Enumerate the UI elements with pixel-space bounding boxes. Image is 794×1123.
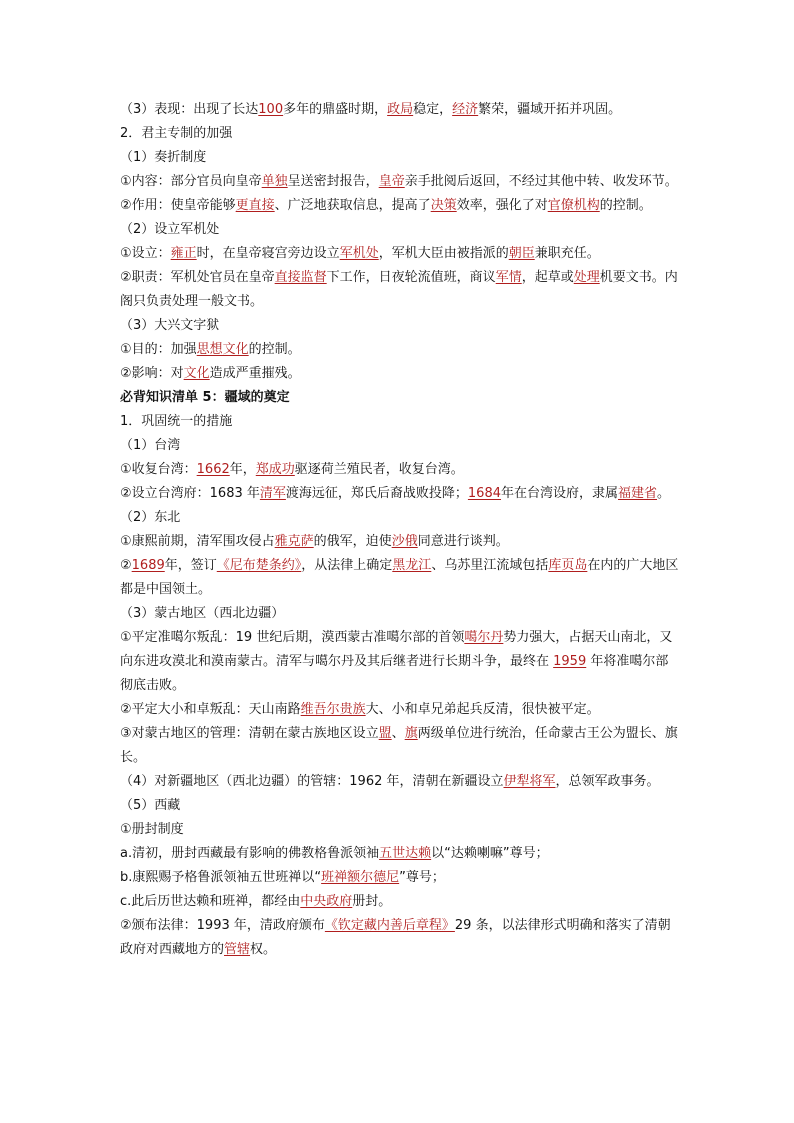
answer-text: 五世达赖 xyxy=(379,846,432,861)
text-run: ，总领军政事务。 xyxy=(555,774,660,789)
answer-text: 管辖 xyxy=(224,942,251,957)
text-run: 驱逐荷兰殖民者，收复台湾。 xyxy=(294,462,464,477)
text-line xyxy=(120,434,680,458)
text-run: 机要文书。内阁只负责处理一般文书。 xyxy=(120,270,678,309)
text-run: 亲手批阅后返回，不经过其他中转、收发环节。 xyxy=(404,174,678,189)
text-run: 时，在皇帝寝宫旁边设立 xyxy=(196,246,340,261)
text-run: ③对蒙古地区的管理：清朝在蒙古族地区设立 xyxy=(120,726,379,741)
text-run: 。 xyxy=(657,486,671,501)
text-run: ②设立台湾府：1683 年 xyxy=(120,486,260,501)
text-run: b.康熙赐予格鲁派领袖五世班禅以“ xyxy=(120,870,322,885)
answer-text: 库页岛 xyxy=(548,558,588,573)
text-run: ②平定大小和卓叛乱：天山南路 xyxy=(120,702,301,717)
answer-text: 旗 xyxy=(404,726,418,741)
text-run: 繁荣，疆域开拓并巩固。 xyxy=(478,102,622,117)
answer-text: 《钦定藏内善后章程》 xyxy=(324,918,455,933)
answer-text: 政局 xyxy=(387,102,414,117)
answer-text: 军机处 xyxy=(339,246,379,261)
text-run: 2．君主专制的加强 xyxy=(120,126,233,141)
text-line xyxy=(120,194,680,218)
text-run: 多年的鼎盛时期， xyxy=(283,102,388,117)
text-line xyxy=(120,482,680,506)
text-run: 1．巩固统一的措施 xyxy=(120,414,233,429)
text-line xyxy=(120,842,680,866)
answer-text: 皇帝 xyxy=(378,174,405,189)
text-run: （3）大兴文字狱 xyxy=(120,318,220,333)
text-run: （3）蒙古地区（西北边疆） xyxy=(120,606,285,621)
text-line xyxy=(120,890,680,914)
text-run: ①内容：部分官员向皇帝 xyxy=(120,174,262,189)
text-run: ，起草或 xyxy=(521,270,574,285)
answer-text: 1959 xyxy=(553,654,587,669)
answer-text: 军情 xyxy=(495,270,522,285)
text-run: 渡海远征，郑氏后裔战败投降； xyxy=(285,486,468,501)
text-line xyxy=(120,866,680,890)
text-run: 下工作，日夜轮流值班，商议 xyxy=(326,270,496,285)
text-run: 效率，强化了对 xyxy=(456,198,548,213)
answer-text: 盟 xyxy=(378,726,392,741)
text-line xyxy=(120,818,680,842)
answer-text: 经济 xyxy=(452,102,479,117)
answer-text: 决策 xyxy=(430,198,457,213)
text-line xyxy=(120,266,680,314)
text-line xyxy=(120,410,680,434)
text-run: c.此后历世达赖和班禅，都经由 xyxy=(120,894,301,909)
answer-text: 更直接 xyxy=(235,198,275,213)
text-line xyxy=(120,554,680,602)
text-run: （5）西藏 xyxy=(120,798,181,813)
text-run: 的俄军，迫使 xyxy=(313,534,392,549)
text-line xyxy=(120,98,680,122)
text-line xyxy=(120,170,680,194)
text-run: 、广泛地获取信息，提高了 xyxy=(274,198,431,213)
text-run: ①设立： xyxy=(120,246,171,261)
text-run: 权。 xyxy=(250,942,277,957)
text-line xyxy=(120,122,680,146)
text-run: 大、小和卓兄弟起兵反清，很快被平定。 xyxy=(365,702,600,717)
text-run: 、乌苏里江流域包括 xyxy=(431,558,549,573)
answer-text: 噶尔丹 xyxy=(464,630,504,645)
answer-text: 伊犁将军 xyxy=(503,774,556,789)
answer-text: 中央政府 xyxy=(300,894,353,909)
text-run: 兼职充任。 xyxy=(534,246,600,261)
text-run: 年，签订 xyxy=(164,558,217,573)
text-run: 两级单位进行统治，任命蒙古王公为盟长、旗长。 xyxy=(120,726,678,765)
text-line xyxy=(120,698,680,722)
answer-text: 直接监督 xyxy=(274,270,327,285)
text-line xyxy=(120,362,680,386)
text-run: ①册封制度 xyxy=(120,822,184,837)
text-run: 年， xyxy=(229,462,256,477)
text-run: 的控制。 xyxy=(599,198,652,213)
answer-text: 朝臣 xyxy=(508,246,535,261)
text-run: （1）台湾 xyxy=(120,438,181,453)
text-line xyxy=(120,314,680,338)
text-run: 在内的广大地区都是中国领土。 xyxy=(120,558,679,597)
answer-text: 郑成功 xyxy=(255,462,295,477)
answer-text: 1684 xyxy=(467,486,501,501)
text-line xyxy=(120,770,680,794)
answer-text: 处理 xyxy=(573,270,600,285)
text-run: a.清初，册封西藏最有影响的佛教格鲁派领袖 xyxy=(120,846,380,861)
text-run: 29 条，以法律形式明确和落实了清朝政府对西藏地方的 xyxy=(120,918,671,957)
answer-text: 雍正 xyxy=(170,246,197,261)
answer-text: 官僚机构 xyxy=(547,198,600,213)
text-run: 造成严重摧残。 xyxy=(209,366,301,381)
answer-text: 清军 xyxy=(259,486,286,501)
text-line xyxy=(120,338,680,362)
answer-text: 单独 xyxy=(261,174,288,189)
text-run: ①平定准噶尔叛乱：19 世纪后期，漠西蒙古准噶尔部的首领 xyxy=(120,630,465,645)
text-run: 年在台湾设府，隶属 xyxy=(501,486,619,501)
text-line xyxy=(120,626,680,698)
text-line xyxy=(120,242,680,266)
text-run: ①康熙前期，清军围攻侵占 xyxy=(120,534,275,549)
text-run: （1）奏折制度 xyxy=(120,150,207,165)
text-run: 册封。 xyxy=(352,894,392,909)
text-run: 势力强大，占据天山南北，又向东进攻漠北和漠南蒙古。清军与噶尔丹及其后继者进行长期斗争，最终在 xyxy=(120,630,673,669)
text-run: ”尊号； xyxy=(399,870,445,885)
text-line xyxy=(120,218,680,242)
answer-text: 文化 xyxy=(183,366,210,381)
text-run: 必背知识清单 5：疆域的奠定 xyxy=(120,390,290,405)
text-run: （3）表现：出现了长达 xyxy=(120,102,259,117)
text-line xyxy=(120,602,680,626)
text-run: ，从法律上确定 xyxy=(301,558,393,573)
text-run: 的控制。 xyxy=(248,342,301,357)
text-run: ①收复台湾： xyxy=(120,462,197,477)
text-run: （4）对新疆地区（西北边疆）的管辖：1962 年，清朝在新疆设立 xyxy=(120,774,504,789)
text-run: ②职责：军机处官员在皇帝 xyxy=(120,270,275,285)
text-run: ②颁布法律：1993 年，清政府颁布 xyxy=(120,918,325,933)
text-line xyxy=(120,530,680,554)
text-line xyxy=(120,506,680,530)
answer-text: 雅克萨 xyxy=(274,534,314,549)
text-run: 呈送密封报告， xyxy=(287,174,379,189)
answer-text: 《尼布楚条约》 xyxy=(216,558,302,573)
answer-text: 1662 xyxy=(196,462,230,477)
answer-text: 思想文化 xyxy=(196,342,249,357)
text-run: 稳定， xyxy=(413,102,453,117)
text-run: 以“达赖喇嘛”尊号； xyxy=(431,846,549,861)
answer-text: 维吾尔贵族 xyxy=(300,702,366,717)
text-line xyxy=(120,458,680,482)
text-run: （2）东北 xyxy=(120,510,181,525)
document-page xyxy=(120,98,680,962)
text-run: （2）设立军机处 xyxy=(120,222,220,237)
text-line xyxy=(120,794,680,818)
answer-text: 黑龙江 xyxy=(392,558,432,573)
text-run: 、 xyxy=(391,726,405,741)
text-run: 年将准噶尔部彻底击败。 xyxy=(120,654,669,693)
answer-text: 沙俄 xyxy=(391,534,418,549)
text-run: 同意进行谈判。 xyxy=(417,534,509,549)
answer-text: 班禅额尔德尼 xyxy=(321,870,400,885)
text-line xyxy=(120,722,680,770)
text-run: ②作用：使皇帝能够 xyxy=(120,198,236,213)
text-line xyxy=(120,146,680,170)
section-heading xyxy=(120,386,680,410)
answer-text: 100 xyxy=(258,102,284,117)
answer-text: 1689 xyxy=(131,558,165,573)
text-run: ①目的：加强 xyxy=(120,342,197,357)
text-run: ，军机大臣由被指派的 xyxy=(378,246,509,261)
text-run: ② xyxy=(120,558,132,573)
text-run: ②影响：对 xyxy=(120,366,184,381)
text-line xyxy=(120,914,680,962)
answer-text: 福建省 xyxy=(618,486,658,501)
